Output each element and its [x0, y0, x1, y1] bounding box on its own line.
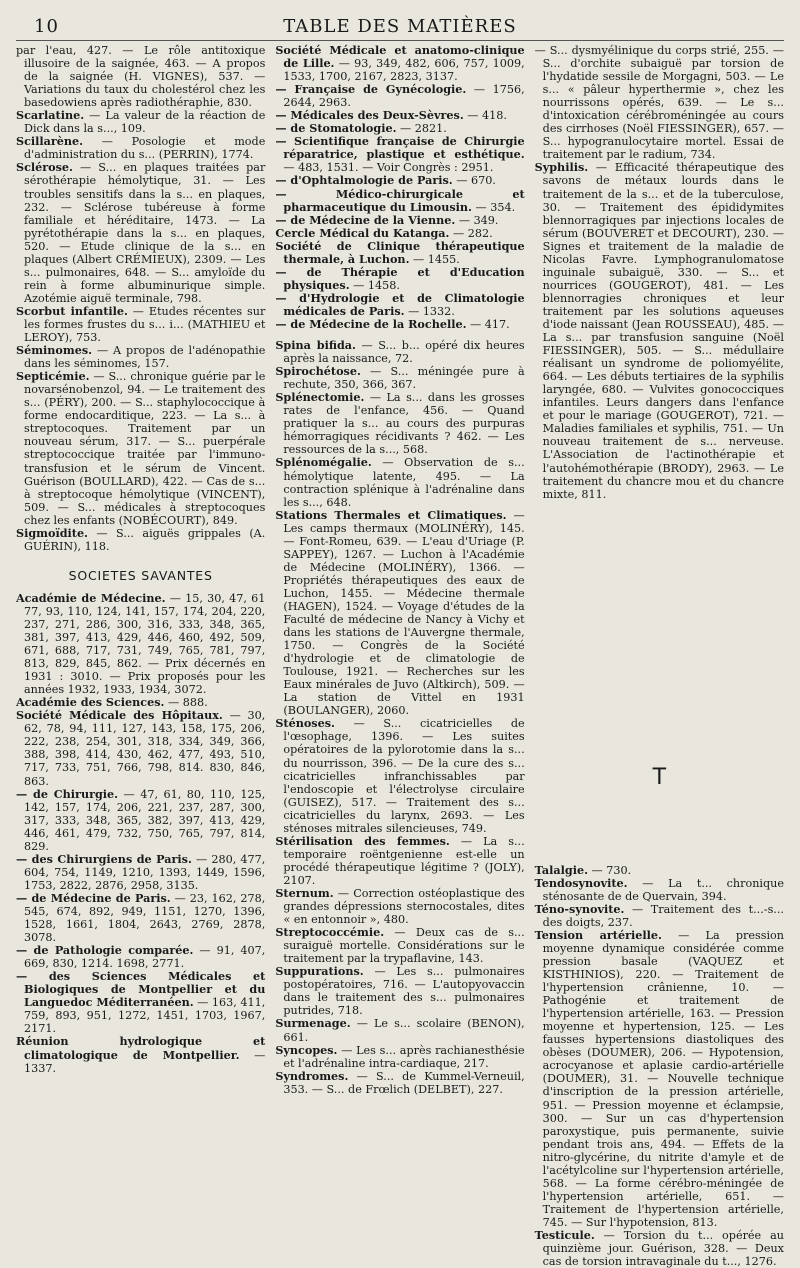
entry-heading: Sclérose. — [16, 160, 73, 175]
index-entry — [275, 887, 524, 926]
entry-text: — S... de Kummel-Verneuil, 353. — S... de Frœlich (DELBET), 227. — [283, 1069, 525, 1096]
entry-text: — 30, 62, 78, 94, 111, 127, 143, 158, 175, 206, 222, 238, 254, 301, 318, 334, 349, 366, 388, 398, 414, 430, 462, 477, 493, 510, 717, 733, 751, 766, 798, 814. 830, 846, 863. — [24, 709, 266, 788]
entry-text: — La valeur de la réaction de Dick dans la s..., 109. — [24, 109, 266, 136]
entry-heading: Académie des Sciences. — [16, 695, 165, 710]
page-title: TABLE DES MATIÈRES — [283, 16, 517, 37]
index-entry — [275, 365, 524, 391]
entry-text: — Traitement des t...-s... des doigts, 237. — [542, 902, 784, 929]
index-entry — [16, 592, 265, 696]
entry-heading: — de Pathologie comparée. — [16, 943, 194, 958]
entry-text: — Deux cas de s... suraiguë mortelle. Considérations sur le traitement par la trypaflavine, 143. — [283, 926, 525, 966]
entry-text: — S... dysmyélinique du corps strié, 255. — S... d'orchite subaiguë par torsion de l'hydatide sessile de Morgagni, 503. — Le s... « pâleur hyperthermie », chez les nourrissons opérés, 639. — Le s... d'intoxication cérébroméningée au cours des cirrhoses (Noël FIESSINGER), 657. — S... hypogranulocytaire mortel. Essai de traitement par le radium, 734. — [534, 44, 784, 162]
entry-heading: — de Stomatologie. — [275, 121, 397, 136]
index-entry — [16, 109, 265, 135]
entry-heading: — des Chirurgiens de Paris. — [16, 851, 192, 866]
section-title-societes: SOCIETES SAVANTES — [68, 567, 213, 583]
entry-heading: — de Médecine de la Vienne. — [275, 212, 456, 227]
entry-text: — 483, 1531. — Voir Congrès : 2951. — [283, 161, 494, 175]
index-entry — [16, 527, 265, 553]
entry-heading: Sternum. — [275, 886, 334, 900]
entry-heading: Société Médicale et anatomo-clinique de Lille. — [275, 43, 525, 71]
entry-heading: Suppurations. — [275, 964, 364, 979]
entry-heading: — de Thérapie et d'Education physiques. — [275, 264, 525, 292]
entry-heading: Surmenage. — [275, 1016, 351, 1031]
index-entry — [275, 292, 524, 318]
index-entry — [275, 135, 524, 174]
entry-heading: Splénectomie. — [275, 390, 365, 405]
index-entry — [535, 161, 784, 500]
entry-text: — A propos de l'adénopathie dans les séminomes, 157. — [24, 344, 266, 371]
entry-heading: Téno-synovite. — [534, 901, 625, 916]
index-entry — [275, 926, 524, 965]
entry-text: — Les s... pulmonaires postopératoires, 716. — L'autopyovaccin dans le traitement des s... pulmonaires putrides, 718. — [283, 965, 525, 1018]
entry-text: — S... b... opéré dix heures après la naissance, 72. — [283, 339, 525, 366]
column-3-t-entries — [535, 864, 784, 1268]
entry-heading: — Scientifique française de Chirurgie réparatrice, plastique et esthétique. — [275, 134, 525, 162]
index-entry — [275, 266, 524, 292]
entry-text: — Correction ostéoplastique des grandes dépressions sternocostales, dites « en entonnoir », 480. — [283, 887, 525, 927]
column-1-entries — [16, 44, 265, 553]
entry-text: — La s... temporaire roëntgenienne est-elle un procédé thérapeutique légitime ? (JOLY), 2107. — [283, 834, 525, 887]
entry-text: — 2821. — [396, 122, 447, 136]
entry-text: — 282. — [449, 226, 493, 240]
index-entry — [535, 44, 784, 161]
index-entry — [275, 717, 524, 834]
index-entry — [16, 1035, 265, 1074]
index-entry — [16, 892, 265, 944]
entry-heading: — d'Ophtalmologie de Paris. — [275, 173, 453, 188]
index-entry — [16, 853, 265, 892]
entry-heading: Réunion hydrologique et climatologique de Montpellier. — [16, 1034, 266, 1062]
entry-heading: — d'Hydrologie et de Climatologie médicales de Paris. — [275, 290, 525, 318]
index-entry — [275, 318, 524, 331]
entry-heading: Spirochétose. — [275, 364, 361, 379]
entry-text: — S... en plaques traitées par sérothérapie hémolytique, 31. — Les troubles sensitifs dans la s... en plaques, 232. — Sclérose tubéreuse à forme familiale et héréditaire, 1473. — La pyrétothérapie dans la s... en plaques, 520. — Etude clinique de la s... en plaques (Albert CRÉMIEUX), 2309. — Les s... pulmonaires, 648. — S... amyloïde du rein à forme albuminurique simple. Azotémie aiguë terminale, 798. — [24, 161, 266, 305]
entry-heading: Streptococcémie. — [275, 925, 385, 940]
entry-text: — 23, 162, 278, 545, 674, 892, 949, 1151, 1270, 1396, 1528, 1661, 1804, 2643, 2769, 2878, 3078. — [24, 891, 266, 945]
entry-heading: Talalgie. — [534, 862, 588, 877]
entry-text: — La pression moyenne dynamique considérée comme pression basale (VAQUEZ et KISTHINIOS), 220. — Traitement de l'hypertension crânienne, 10. — Pathogénie et traitement de l'hypertension artérielle, 163. — Pression moyenne et hypertension, 125. — Les fausses hypertensions diastoliques des obèses (DOUMER), 206. — Hypotension, acrocyanose et aplasie cardio-artérielle (DOUMER), 31. — Nouvelle technique d'inscription de la pression artérielle, 951. — Pression moyenne et éclampsie, 300. — Sur un cas d'hypertension paroxystique, puis permanente, suivie pendant trois ans, 494. — Effets de la nitro-glycérine, du nitrite d'amyle et de l'acétylcoline sur l'hypertension artérielle, 568. — La forme cérébro-méningée de l'hypertension artérielle, 651. — Traitement de l'hypertension artérielle, 745. — Sur l'hypotension, 813. — [542, 928, 784, 1229]
entry-heading: Syndromes. — [275, 1068, 349, 1083]
index-entry — [16, 344, 265, 370]
index-entry — [535, 929, 784, 1229]
entry-text: — S... aiguës grippales (A. GUÉRIN), 118. — [24, 526, 266, 553]
page-number: 10 — [34, 16, 59, 37]
index-entry — [275, 339, 524, 365]
letter-heading-t: T — [652, 764, 667, 790]
index-entry — [535, 877, 784, 903]
entry-heading: Séminomes. — [16, 343, 93, 358]
entry-text: — S... méningée pure à rechute, 350, 366, 367. — [283, 365, 525, 392]
index-entry — [275, 83, 524, 109]
index-entry — [16, 135, 265, 161]
column-3-entries — [535, 44, 784, 501]
entry-heading: — Médicales des Deux-Sèvres. — [275, 108, 464, 123]
index-entry — [275, 509, 524, 718]
entry-heading: — Française de Gynécologie. — [275, 82, 467, 97]
entry-heading: Testicule. — [534, 1228, 595, 1242]
entry-text: — 730. — [588, 863, 632, 877]
entry-heading: Spina bifida. — [275, 338, 356, 353]
index-entry — [16, 709, 265, 787]
entry-text: — 670. — [452, 174, 496, 188]
index-entry — [16, 305, 265, 344]
entry-text: — 163, 411, 759, 893, 951, 1272, 1451, 1703, 1967, 2171. — [24, 996, 266, 1036]
entry-text: — 1756, 2644, 2963. — [283, 83, 525, 110]
entry-heading: — de Médecine de la Rochelle. — [275, 316, 467, 331]
column-2-entries — [275, 339, 524, 1096]
entry-heading: Scorbut infantile. — [16, 303, 128, 318]
entry-heading: Splénomégalie. — [275, 455, 372, 470]
entry-text: — Efficacité thérapeutique des savons de métaux lourds dans le traitement de la s... et de la tuberculose, 30. — Traitement des épididymites blennorragiques par injections locales de sérum (BOUVERET et DECOURT), 230. — Signes et traitement de la maladie de Nicolas Favre. Lymphogranulomatose inguinale subaiguë, 330. — S... et nourrices (GOUGEROT), 481. — Les blennorragies chroniques et leur traitement par les solutions aqueuses d'iode naissant (Jean ROUSSEAU), 485. — La s... par transfusion sanguine (Noël FIESSINGER), 505. — S... médullaire réalisant un syndrome de poliomyélite, 664. — Les débuts tertiaires de la syphilis laryngée, 680. — Vulvites gonococciques infantiles. Leurs dangers dans l'enfance et pour le mariage (GOUGEROT), 721. — Maladies familiales et syphilis, 751. — Un nouveau traitement de s... nerveuse. L'Association de l'actinothérapie et l'autohémothérapie (BRODY), 2963. — Le traitement du chancre mou et du chancre mixte, 811. — [542, 161, 784, 501]
entry-heading: — de Chirurgie. — [16, 786, 119, 801]
column-1 — [16, 44, 265, 1268]
entry-text: — La s... dans les grosses rates de l'enfance, 456. — Quand pratiquer la s... au cours des purpuras hémorragiques récidivants ? 462. — Les ressources de la s..., 568. — [283, 391, 525, 457]
entry-text: — S... chronique guérie par le novarsénobenzol, 94. — Le traitement des s... (PÉRY), 200. — S... staphylococcique à forme endocarditique, 223. — La s... à streptocoques. Traitement par un nouveau sérum, 317. — S... puerpérale streptococcique traitée par l'immuno-transfusion et le sérum de Vincent. Guérison (BOULLARD), 422. — Cas de s... à streptocoque hémolytique (VINCENT), 509. — S... médicales à streptocoques chez les enfants (NOBÉCOURT), 849. — [24, 370, 266, 527]
entry-text: — Les camps thermaux (MOLINÉRY), 145. — Font-Romeu, 639. — L'eau d'Uriage (P. SAPPEY), 1267. — Luchon à l'Académie de Médecine (MOLINÉRY), 1366. — Propriétés thérapeutiques des eaux de Luchon, 1455. — Médecine thermale (HAGEN), 1524. — Voyage d'études de la Faculté de médecine de Nancy à Vichy et dans les stations de l'Auvergne thermale, 1750. — Congrès de la Société d'hydrologie et de climatologie de Toulouse, 1921. — Recherches sur les Eaux minérales de Juvo (Altkirch), 509. — La station de Vittel en 1931 (BOULANGER), 2060. — [283, 508, 525, 718]
index-entry — [16, 161, 265, 305]
index-entry — [275, 1070, 524, 1096]
index-entry — [16, 788, 265, 853]
entry-heading: Cercle Médical du Katanga. — [275, 225, 450, 240]
entry-text: — Les s... après rachianesthésie et l'adrénaline intra-cardiaque, 217. — [283, 1043, 525, 1070]
entry-heading: — des Sciences Médicales et Biologiques de Montpellier et du Languedoc Méditerranéen. — [16, 969, 266, 1010]
index-entry — [275, 391, 524, 456]
running-head — [16, 14, 784, 41]
entry-heading: Sigmoïdite. — [16, 525, 88, 540]
column-2 — [275, 44, 524, 1268]
entry-text: — 888. — [164, 696, 208, 710]
entry-text: — 280, 477, 604, 754, 1149, 1210, 1393, 1449, 1596, 1753, 2822, 2876, 2958, 3135. — [24, 852, 266, 892]
index-entry — [275, 835, 524, 887]
entry-heading: Scarlatine. — [16, 108, 85, 123]
entry-heading: Syncopes. — [275, 1042, 338, 1057]
entry-text: — Torsion du t... opérée au quinzième jour. Guérison, 328. — Deux cas de torsion intravaginale du t..., 1276. — [542, 1229, 784, 1268]
entry-text: — 1455. — [409, 252, 460, 266]
entry-heading: Stérilisation des femmes. — [275, 833, 450, 848]
entry-heading: Tendosynovite. — [534, 875, 628, 890]
index-entry — [16, 970, 265, 1035]
entry-heading: Scillarène. — [16, 134, 84, 149]
column-2-societies — [275, 44, 524, 331]
entry-text: — La t... chronique sténosante de de Quervain, 394. — [542, 876, 784, 903]
index-entry — [275, 965, 524, 1017]
entry-heading: Stations Thermales et Climatiques. — [275, 507, 507, 522]
entry-text: — 15, 30, 47, 61 77, 93, 110, 124, 141, 157, 174, 204, 220, 237, 271, 286, 300, 316, 333, 348, 365, 381, 397, 413, 429, 446, 460, 492, 509, 671, 688, 717, 731, 749, 765, 781, 797, 813, 829, 845, 862. — Prix décernés en 1931 : 3010. — Prix proposés pour les années 1932, 1933, 1934, 3072. — [24, 591, 266, 697]
entry-text: — 47, 61, 80, 110, 125, 142, 157, 174, 206, 221, 237, 287, 300, 317, 333, 348, 365, 382, 397, 413, 429, 446, 461, 479, 732, 750, 765, 797, 814, 829. — [24, 787, 266, 853]
index-entry — [275, 456, 524, 508]
index-entry — [275, 1044, 524, 1070]
entry-text: — 354. — [471, 200, 516, 214]
index-entry — [275, 1017, 524, 1043]
index-entry — [275, 240, 524, 266]
entry-heading: Société Médicale des Hôpitaux. — [16, 708, 223, 723]
entry-heading: Sténoses. — [275, 716, 335, 731]
entry-heading: Septicémie. — [16, 369, 90, 384]
index-entry — [275, 188, 524, 214]
entry-heading: — Médico-chirurgicale et pharmaceutique du Limousin. — [275, 186, 525, 214]
entry-heading: Société de Clinique thérapeutique thermale, à Luchon. — [275, 238, 525, 266]
entry-text: — Le s... scolaire (BENON), 661. — [283, 1017, 525, 1044]
index-entry — [16, 44, 265, 109]
index-entry — [16, 944, 265, 970]
entry-text: — 91, 407, 669, 830, 1214. 1698, 2771. — [24, 944, 266, 971]
entry-text: — S... cicatricielles de l'œsophage, 1396. — Les suites opératoires de la pylorotomie dans la s... du nourrisson, 396. — De la cure des s... cicatricielles infranchissables par l'endoscopie et l'électrolyse circulaire (GUISEZ), 517. — Traitement des s... cicatricielles du larynx, 2693. — Les sténoses mitrales silencieuses, 749. — [283, 717, 525, 835]
index-entry — [535, 1229, 784, 1268]
index-columns — [16, 43, 784, 1268]
entry-text: — 418. — [463, 109, 507, 123]
entry-text: — 417. — [466, 317, 510, 331]
entry-text: par l'eau, 427. — Le rôle antitoxique illusoire de la saignée, 463. — A propos de la saignée (H. VIGNES), 537. — Variations du taux du cholestérol chez les basedowiens après radiothéraphie, 830. — [16, 44, 266, 110]
entry-text: — 349. — [455, 213, 499, 227]
index-entry — [16, 370, 265, 527]
entry-heading: — de Médecine de Paris. — [16, 890, 171, 905]
index-entry — [535, 903, 784, 929]
entry-text: — 93, 349, 482, 606, 757, 1009, 1533, 1700, 2167, 2823, 3137. — [283, 57, 525, 84]
entry-text: — Posologie et mode d'administration du s... (PERRIN), 1774. — [24, 135, 266, 162]
entry-heading: Académie de Médecine. — [16, 590, 166, 605]
entry-text: — 1337. — [24, 1048, 266, 1075]
entry-text: — Observation de s... hémolytique latente, 495. — La contraction splénique à l'adrénaline dans les s..., 648. — [283, 456, 525, 509]
column-1-societies — [16, 592, 265, 1075]
column-3 — [535, 44, 784, 1268]
index-entry — [275, 44, 524, 83]
entry-text: — 1458. — [349, 278, 400, 292]
entry-heading: Tension artérielle. — [534, 927, 662, 942]
entry-text: — 1332. — [404, 304, 455, 318]
entry-text: — Etudes récentes sur les formes frustes du s... i... (MATHIEU et LEROY), 753. — [24, 304, 266, 345]
entry-heading: Syphilis. — [534, 160, 589, 175]
